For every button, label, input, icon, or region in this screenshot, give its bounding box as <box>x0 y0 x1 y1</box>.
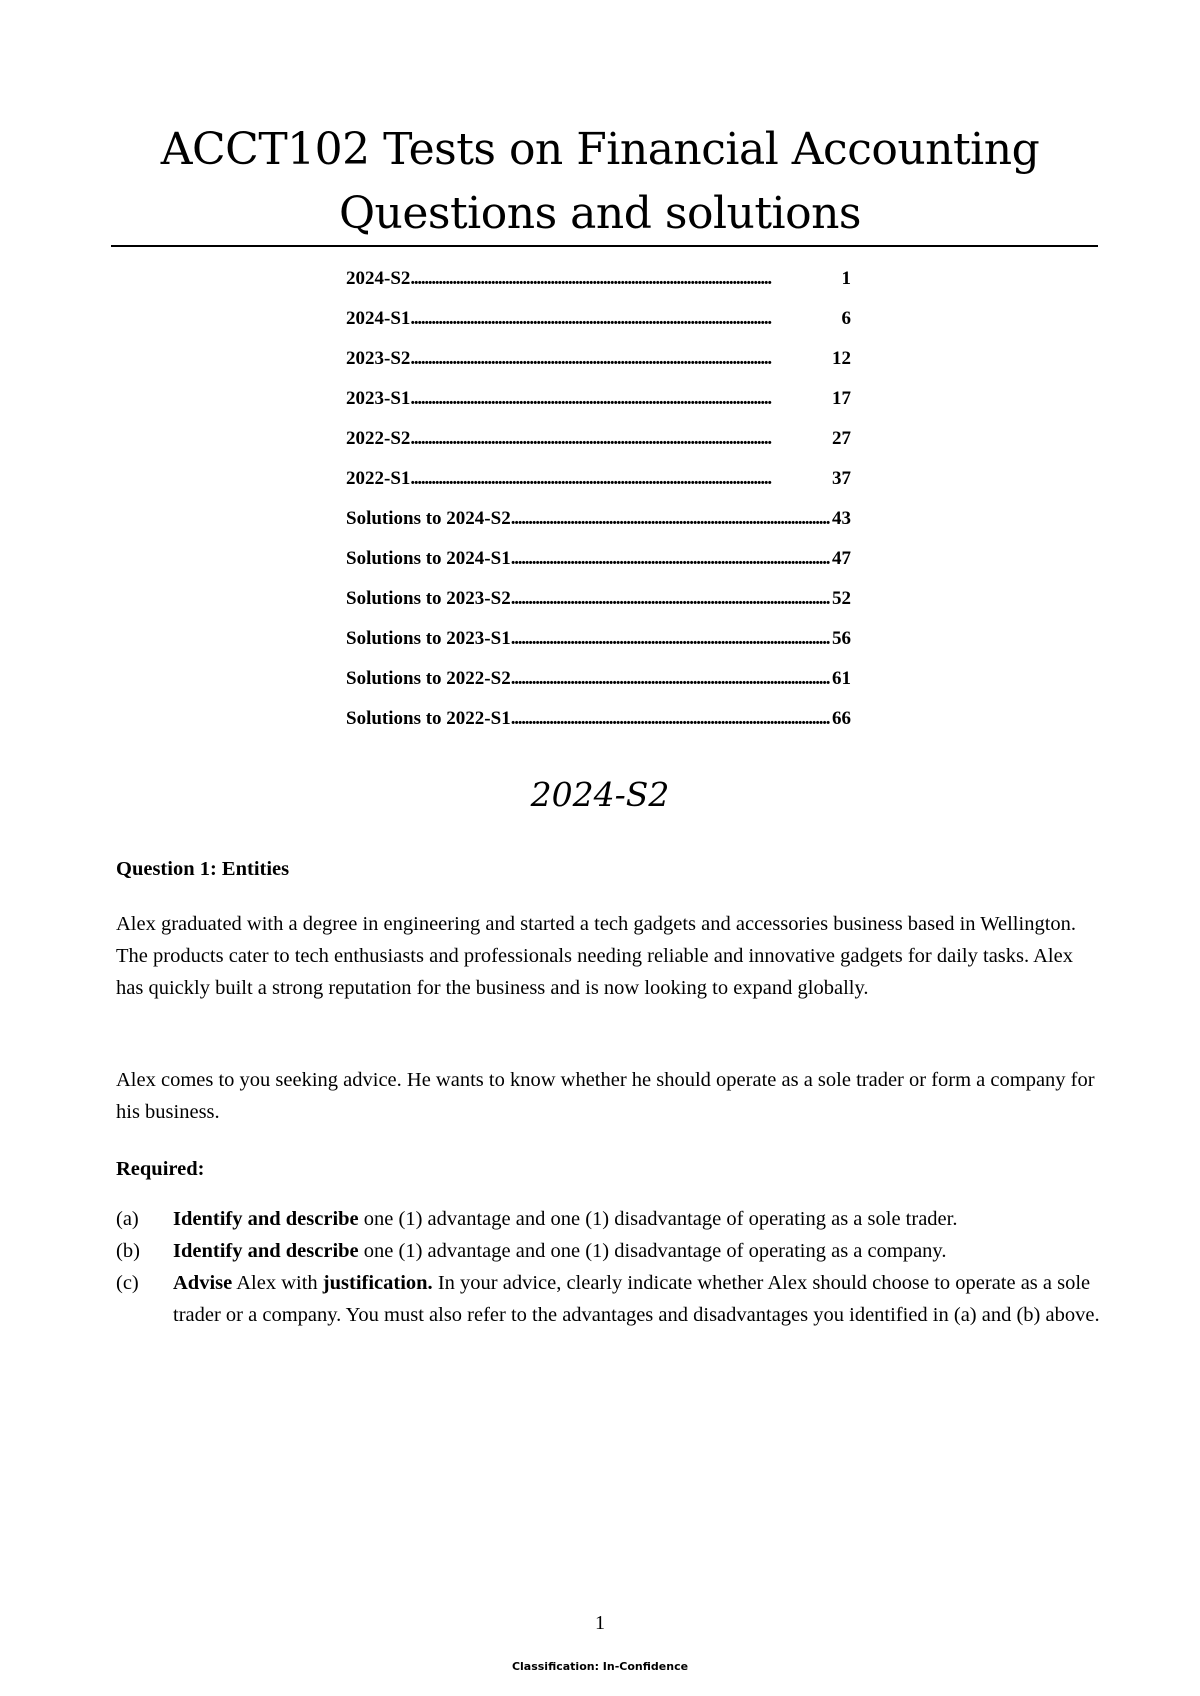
toc-entry-label: Solutions to 2024-S1 <box>346 548 511 569</box>
toc-entry-page: 1 <box>841 268 851 289</box>
requirement-item <box>116 1203 1106 1235</box>
toc-entry-label: Solutions to 2022-S2 <box>346 668 511 689</box>
question-heading: Question 1: Entities <box>116 858 290 880</box>
requirement-emphasis: Identify and describe <box>173 1208 359 1230</box>
requirement-emphasis: Advise <box>173 1272 233 1294</box>
toc-entry-label: Solutions to 2024-S2 <box>346 508 511 529</box>
requirement-marker: (b) <box>116 1240 140 1262</box>
toc-entry-label: 2023-S1 <box>346 388 411 409</box>
requirement-item <box>116 1267 1106 1331</box>
classification-label: Classification: In-Confidence <box>511 1660 689 1673</box>
requirement-text <box>173 1203 1106 1235</box>
toc-entry[interactable] <box>346 539 851 579</box>
toc-leader-dots <box>511 659 830 699</box>
toc-entry-page: 12 <box>832 348 851 369</box>
toc-leader-dots <box>410 259 839 299</box>
toc-entry-page: 52 <box>832 588 851 609</box>
title-divider <box>111 245 1098 247</box>
toc-entry[interactable] <box>346 619 851 659</box>
page-number: 1 <box>595 1612 605 1634</box>
toc-leader-dots <box>511 499 830 539</box>
requirement-emphasis: Identify and describe <box>173 1240 359 1262</box>
toc-leader-dots <box>410 459 830 499</box>
toc-entry-label: 2024-S1 <box>346 308 411 329</box>
requirement-body: one (1) advantage and one (1) disadvantage of operating as a company. <box>358 1240 947 1262</box>
requirement-text <box>173 1235 1106 1267</box>
document-title-line-2: Questions and solutions <box>338 188 862 239</box>
toc-entry[interactable] <box>346 499 851 539</box>
document-title-line-1: ACCT102 Tests on Financial Accounting <box>160 124 1040 175</box>
toc-entry-page: 56 <box>832 628 851 649</box>
toc-leader-dots <box>511 539 830 579</box>
toc-entry-page: 37 <box>832 468 851 489</box>
toc-entry-label: Solutions to 2023-S1 <box>346 628 511 649</box>
required-label: Required: <box>116 1158 205 1180</box>
toc-entry-label: Solutions to 2022-S1 <box>346 708 511 729</box>
toc-entry-page: 47 <box>832 548 851 569</box>
requirement-emphasis: justification. <box>322 1272 433 1294</box>
requirements-list <box>116 1203 1106 1331</box>
toc-leader-dots <box>410 419 830 459</box>
toc-entry[interactable] <box>346 659 851 699</box>
toc-entry[interactable] <box>346 419 851 459</box>
document-title <box>0 118 1200 246</box>
requirement-body: In your advice, clearly indicate whether Alex should choose to operate as a sole trader or a company. You must also refer to the advantages and disadvantages you identified in (a) and (b) above. <box>173 1272 1100 1326</box>
question-paragraph: Alex comes to you seeking advice. He wants to know whether he should operate as a sole trader or form a company for his business. <box>116 1069 1095 1123</box>
toc-entry[interactable] <box>346 699 851 739</box>
toc-entry[interactable] <box>346 579 851 619</box>
toc-leader-dots <box>511 579 830 619</box>
toc-entry[interactable] <box>346 259 851 299</box>
toc-entry-page: 17 <box>832 388 851 409</box>
toc-entry[interactable] <box>346 299 851 339</box>
toc-entry[interactable] <box>346 379 851 419</box>
toc-leader-dots <box>511 619 830 659</box>
toc-leader-dots <box>511 699 830 739</box>
requirement-marker: (c) <box>116 1272 139 1294</box>
table-of-contents <box>346 259 851 739</box>
toc-entry-page: 61 <box>832 668 851 689</box>
toc-leader-dots <box>410 379 830 419</box>
requirement-marker: (a) <box>116 1208 139 1230</box>
toc-entry-page: 43 <box>832 508 851 529</box>
toc-entry-label: Solutions to 2023-S2 <box>346 588 511 609</box>
question-paragraph: Alex graduated with a degree in engineering and started a tech gadgets and accessories business based in Wellington. The products cater to tech enthusiasts and professionals needing reliable and innovative gadgets for daily tasks. Alex has quickly built a strong reputation for the business and is now looking to expand globally. <box>116 913 1077 999</box>
toc-entry-label: 2024-S2 <box>346 268 411 289</box>
toc-entry[interactable] <box>346 339 851 379</box>
toc-entry-page: 6 <box>841 308 851 329</box>
requirement-body: one (1) advantage and one (1) disadvantage of operating as a sole trader. <box>358 1208 958 1230</box>
toc-leader-dots <box>410 339 830 379</box>
toc-entry-label: 2023-S2 <box>346 348 411 369</box>
section-heading: 2024-S2 <box>530 775 670 814</box>
toc-entry-page: 66 <box>832 708 851 729</box>
toc-entry-page: 27 <box>832 428 851 449</box>
requirement-item <box>116 1235 1106 1267</box>
toc-entry[interactable] <box>346 459 851 499</box>
toc-leader-dots <box>410 299 839 339</box>
toc-entry-label: 2022-S1 <box>346 468 411 489</box>
toc-entry-label: 2022-S2 <box>346 428 411 449</box>
requirement-body: Alex with <box>232 1272 323 1294</box>
requirement-text <box>173 1267 1106 1331</box>
